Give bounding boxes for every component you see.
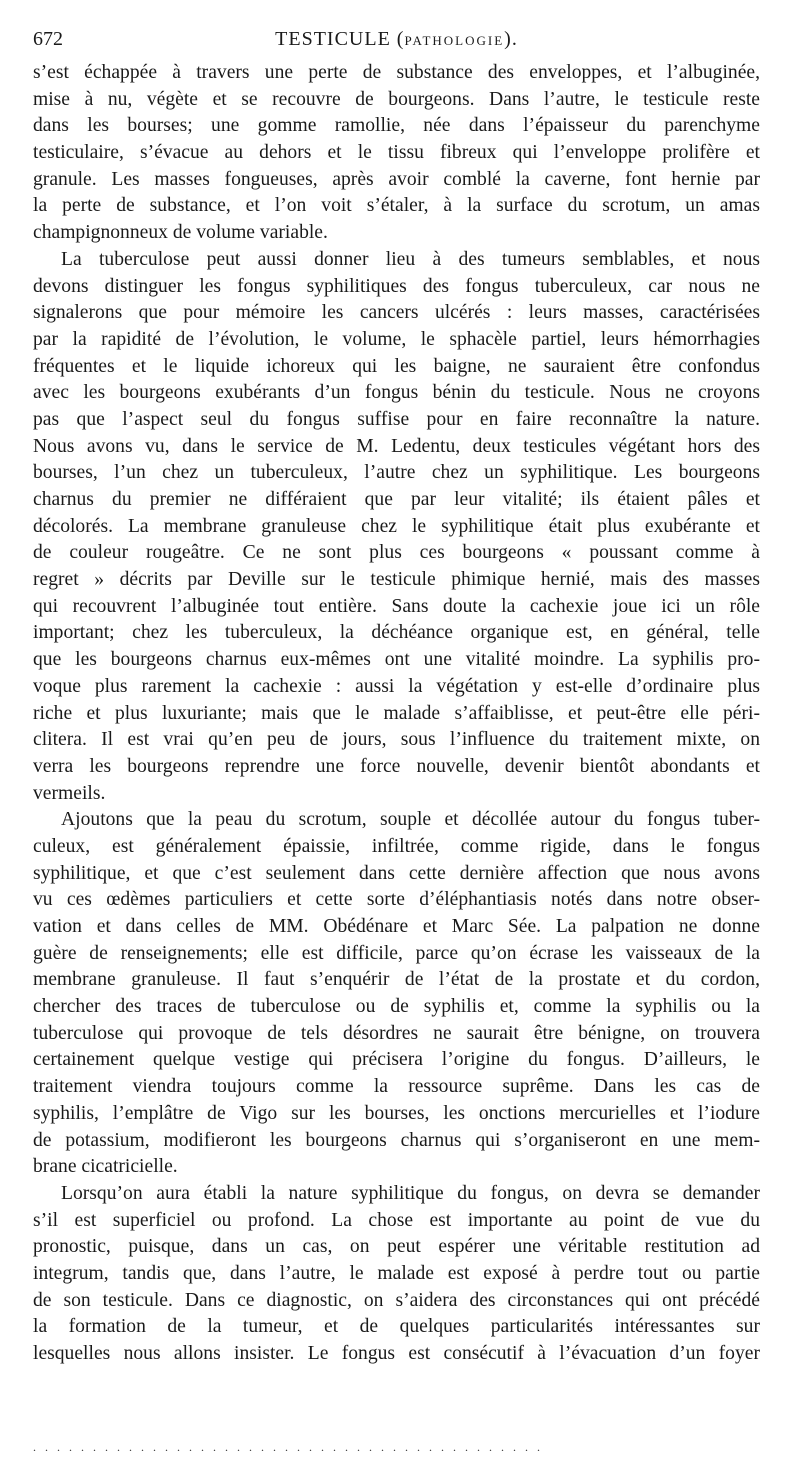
text-line: verra les bourgeons reprendre une force nouvelle, devenir bientôt abondants et (33, 755, 760, 777)
text-line: de couleur rougeâtre. Ce ne sont plus ces bourgeons « poussant comme à (33, 542, 760, 564)
text-line: devons distinguer les fongus syphilitiques des fongus tuberculeux, car nous ne (33, 275, 760, 297)
text-line: important; chez les tuberculeux, la déchéance organique est, en général, telle (33, 622, 760, 644)
text-line: champignonneux de volume variable. (33, 222, 328, 244)
text-line: syphilis, l’emplâtre de Vigo sur les bourses, les onctions mercurielles et l’iodure (33, 1102, 760, 1124)
text-line: mise à nu, végète et se recouvre de bourgeons. Dans l’autre, le testicule reste (33, 88, 760, 110)
text-line: regret » décrits par Deville sur le testicule phimique hernié, mais des masses (33, 569, 760, 591)
text-line: certainement quelque vestige qui précisera l’origine du fongus. D’ailleurs, le (33, 1049, 760, 1071)
text-line: vation et dans celles de MM. Obédénare et Marc Sée. La palpation ne donne (33, 916, 760, 937)
text-line: lesquelles nous allons insister. Le fongus est consécutif à l’évacuation d’un foyer (33, 1343, 760, 1364)
text-line: chercher des traces de tuberculose ou de syphilis et, comme la syphilis ou la (33, 996, 760, 1018)
text-line: membrane granuleuse. Il faut s’enquérir de l’état de la prostate et du cordon, (33, 969, 760, 991)
text-line: culeux, est généralement épaissie, infiltrée, comme rigide, dans le fongus (33, 835, 760, 857)
text-line: la formation de la tumeur, et de quelques particularités intéressantes sur (33, 1316, 760, 1338)
text-line: fréquentes et le liquide ichoreux qui les baigne, ne sauraient être confondus (33, 355, 760, 377)
text-line: de potassium, modifieront les bourgeons charnus qui s’organiseront en une mem- (33, 1129, 760, 1151)
text-line: integrum, tandis que, dans l’autre, le malade est exposé à perdre tout ou partie (33, 1262, 760, 1284)
running-title-main: TESTICULE (275, 28, 391, 50)
text-line: dans les bourses; une gomme ramollie, née dans l’épaisseur du parenchyme (33, 115, 760, 137)
text-line: la perte de substance, et l’on voit s’étaler, à la surface du scrotum, un amas (33, 195, 760, 217)
running-title-subject: PATHOLOGIE (404, 33, 505, 48)
text-line: qui recouvrent l’albuginée tout entière. Sans doute la cachexie joue ici un rôle (33, 595, 760, 617)
text-line: tuberculose qui provoque de tels désordres ne saurait être bénigne, on trouvera (33, 1022, 760, 1044)
text-line: vu ces œdèmes particuliers et cette sorte d’éléphantiasis notés dans notre obser- (33, 889, 760, 911)
running-header (33, 24, 760, 54)
text-line: décolorés. La membrane granuleuse chez le syphilitique était plus exubérante et (33, 515, 760, 537)
body-text (33, 60, 760, 1368)
text-line: bourses, l’un chez un tuberculeux, l’autre chez un syphilitique. Les bourgeons (33, 462, 760, 484)
page-number: 672 (33, 28, 63, 50)
text-line: charnus du premier ne différaient que par leur vitalité; ils étaient pâles et (33, 489, 760, 510)
text-line: traitement viendra toujours comme la ressource suprême. Dans les cas de (33, 1076, 760, 1098)
text-line: granule. Les masses fongueuses, après avoir comblé la caverne, font hernie par (33, 168, 760, 190)
text-line: de son testicule. Dans ce diagnostic, on s’aidera des circonstances qui ont précédé (33, 1289, 760, 1311)
running-title-close: ). (504, 28, 518, 50)
running-title (33, 24, 760, 56)
text-line: signalerons que pour mémoire les cancers ulcérés : leurs masses, caractérisées (33, 302, 760, 324)
text-line: riche et plus luxuriante; mais que le malade s’affaiblisse, et peut-être elle péri- (33, 702, 760, 724)
text-line: vermeils. (33, 782, 106, 804)
text-line: par la rapidité de l’évolution, le volume, le sphacèle partiel, leurs hémorrhagies (33, 328, 760, 350)
text-line: Ajoutons que la peau du scrotum, souple et décollée autour du fongus tuber- (61, 809, 760, 831)
text-line: syphilitique, et que c’est seulement dans cette dernière affection que nous avons (33, 862, 760, 884)
text-line: brane cicatricielle. (33, 1156, 178, 1178)
text-line: clitera. Il est vrai qu’en peu de jours, sous l’influence du traitement mixte, on (33, 729, 760, 751)
text-line: guère de renseignements; elle est difficile, parce qu’on écrase les vaisseaux de la (33, 942, 760, 964)
text-line: pronostic, puisque, dans un cas, on peut espérer une véritable restitution ad (33, 1236, 760, 1258)
text-line: avec les bourgeons exubérants d’un fongus bénin du testicule. Nous ne croyons (33, 382, 760, 404)
text-line: Nous avons vu, dans le service de M. Ledentu, deux testicules végétant hors des (33, 435, 760, 457)
text-line: La tuberculose peut aussi donner lieu à des tumeurs semblables, et nous (61, 248, 760, 270)
text-line: s’est échappée à travers une perte de substance des enveloppes, et l’albuginée, (33, 62, 760, 83)
text-line: voque plus rarement la cachexie : aussi la végétation y est-elle d’ordinaire plus (33, 675, 760, 697)
text-line: testiculaire, s’évacue au dehors et le tissu fibreux qui l’enveloppe prolifère et (33, 142, 760, 164)
running-title-open: ( (390, 28, 405, 50)
text-line: Lorsqu’on aura établi la nature syphilitique du fongus, on devra se demander (61, 1182, 760, 1204)
text-line: pas que l’aspect seul du fongus suffise pour en faire reconnaître la nature. (33, 408, 760, 430)
text-line: s’il est superficiel ou profond. La chose est importante au point de vue du (33, 1209, 760, 1231)
text-line: que les bourgeons charnus eux-mêmes ont une vitalité moindre. La syphilis pro- (33, 649, 760, 671)
footer-dots: . . . . . . . . . . . . . . . . . . . . . . . . . . . . . . . . . . . . . . . . . . . (33, 1440, 543, 1454)
